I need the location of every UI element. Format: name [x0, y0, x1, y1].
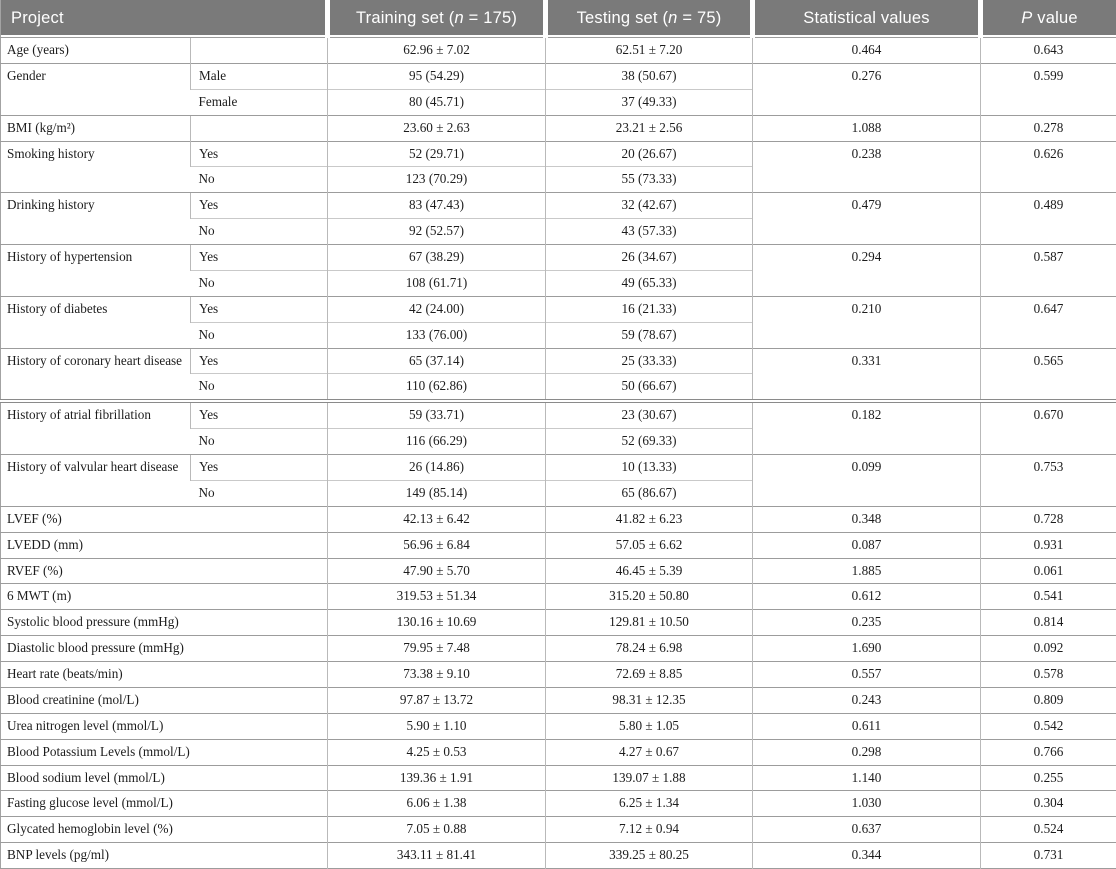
testing-value: 139.07 ± 1.88 — [546, 765, 753, 791]
stat-value: 0.238 — [753, 141, 981, 193]
training-value: 47.90 ± 5.70 — [328, 558, 546, 584]
row-label: Urea nitrogen level (mmol/L) — [1, 713, 328, 739]
row-label: History of diabetes — [1, 296, 191, 348]
row-sublabel: Yes — [191, 193, 328, 219]
training-value: 67 (38.29) — [328, 245, 546, 271]
row-label: Blood creatinine (mol/L) — [1, 687, 328, 713]
row-sublabel: Yes — [191, 141, 328, 167]
stat-value: 0.348 — [753, 506, 981, 532]
row-label: Glycated hemoglobin level (%) — [1, 817, 328, 843]
row-label: History of hypertension — [1, 245, 191, 297]
p-value: 0.670 — [981, 401, 1116, 454]
row-label: RVEF (%) — [1, 558, 328, 584]
training-value: 5.90 ± 1.10 — [328, 713, 546, 739]
table-row — [1, 141, 1116, 167]
row-sublabel: No — [191, 429, 328, 455]
training-value: 83 (47.43) — [328, 193, 546, 219]
table-row — [1, 506, 1116, 532]
training-value: 319.53 ± 51.34 — [328, 584, 546, 610]
p-value: 0.565 — [981, 348, 1116, 401]
row-label: BNP levels (pg/ml) — [1, 843, 328, 869]
header-cell-statistical-values: Statistical values — [753, 0, 981, 38]
table-row — [1, 713, 1116, 739]
table-row — [1, 584, 1116, 610]
p-value: 0.647 — [981, 296, 1116, 348]
testing-value: 72.69 ± 8.85 — [546, 662, 753, 688]
training-value: 343.11 ± 81.41 — [328, 843, 546, 869]
header-cell-project: Project — [1, 0, 328, 38]
header-pvalue-p: P — [1021, 9, 1032, 27]
p-value: 0.809 — [981, 687, 1116, 713]
testing-value: 43 (57.33) — [546, 219, 753, 245]
p-value: 0.304 — [981, 791, 1116, 817]
p-value: 0.814 — [981, 610, 1116, 636]
stat-value: 1.088 — [753, 115, 981, 141]
row-sublabel-empty — [191, 115, 328, 141]
row-label: Diastolic blood pressure (mmHg) — [1, 636, 328, 662]
testing-value: 52 (69.33) — [546, 429, 753, 455]
table-row — [1, 817, 1116, 843]
testing-value: 38 (50.67) — [546, 63, 753, 89]
table-row — [1, 38, 1116, 64]
training-value: 80 (45.71) — [328, 89, 546, 115]
testing-value: 23 (30.67) — [546, 401, 753, 428]
testing-value: 98.31 ± 12.35 — [546, 687, 753, 713]
p-value: 0.931 — [981, 532, 1116, 558]
row-sublabel: Yes — [191, 348, 328, 374]
p-value: 0.541 — [981, 584, 1116, 610]
table-body — [1, 38, 1116, 869]
testing-value: 6.25 ± 1.34 — [546, 791, 753, 817]
header-testing-n: n — [668, 9, 677, 27]
testing-value: 50 (66.67) — [546, 374, 753, 401]
testing-value: 129.81 ± 10.50 — [546, 610, 753, 636]
table-header — [1, 0, 1116, 38]
training-value: 42.13 ± 6.42 — [328, 506, 546, 532]
table-row — [1, 843, 1116, 869]
p-value: 0.255 — [981, 765, 1116, 791]
row-sublabel: No — [191, 374, 328, 401]
table-row — [1, 115, 1116, 141]
testing-value: 10 (13.33) — [546, 455, 753, 481]
row-sublabel: No — [191, 322, 328, 348]
testing-value: 315.20 ± 50.80 — [546, 584, 753, 610]
stat-value: 0.099 — [753, 455, 981, 507]
p-value: 0.766 — [981, 739, 1116, 765]
row-label: History of atrial fibrillation — [1, 401, 191, 454]
row-label: LVEDD (mm) — [1, 532, 328, 558]
row-label: Smoking history — [1, 141, 191, 193]
stat-value: 0.243 — [753, 687, 981, 713]
p-value: 0.278 — [981, 115, 1116, 141]
header-cell-training-set — [328, 0, 546, 38]
testing-value: 5.80 ± 1.05 — [546, 713, 753, 739]
header-training-n: n — [454, 9, 463, 27]
p-value: 0.626 — [981, 141, 1116, 193]
row-sublabel: No — [191, 480, 328, 506]
header-pvalue-rest: value — [1033, 9, 1078, 27]
testing-value: 55 (73.33) — [546, 167, 753, 193]
row-label: Drinking history — [1, 193, 191, 245]
row-label: Fasting glucose level (mmol/L) — [1, 791, 328, 817]
stat-value: 0.637 — [753, 817, 981, 843]
row-label: History of valvular heart disease — [1, 455, 191, 507]
header-cell-testing-set — [546, 0, 753, 38]
row-label: Heart rate (beats/min) — [1, 662, 328, 688]
training-value: 7.05 ± 0.88 — [328, 817, 546, 843]
testing-value: 41.82 ± 6.23 — [546, 506, 753, 532]
testing-value: 339.25 ± 80.25 — [546, 843, 753, 869]
stat-value: 1.690 — [753, 636, 981, 662]
header-cell-p-value — [981, 0, 1116, 38]
table-row — [1, 193, 1116, 219]
testing-value: 32 (42.67) — [546, 193, 753, 219]
training-value: 52 (29.71) — [328, 141, 546, 167]
testing-value: 49 (65.33) — [546, 270, 753, 296]
training-value: 42 (24.00) — [328, 296, 546, 322]
testing-value: 78.24 ± 6.98 — [546, 636, 753, 662]
row-sublabel: Yes — [191, 455, 328, 481]
p-value: 0.753 — [981, 455, 1116, 507]
testing-value: 20 (26.67) — [546, 141, 753, 167]
row-label: BMI (kg/m²) — [1, 115, 191, 141]
p-value: 0.542 — [981, 713, 1116, 739]
testing-value: 25 (33.33) — [546, 348, 753, 374]
training-value: 130.16 ± 10.69 — [328, 610, 546, 636]
stat-value: 0.557 — [753, 662, 981, 688]
row-label: Blood Potassium Levels (mmol/L) — [1, 739, 328, 765]
stat-value: 0.612 — [753, 584, 981, 610]
training-value: 4.25 ± 0.53 — [328, 739, 546, 765]
table-row — [1, 532, 1116, 558]
testing-value: 7.12 ± 0.94 — [546, 817, 753, 843]
p-value: 0.599 — [981, 63, 1116, 115]
stat-value: 0.182 — [753, 401, 981, 454]
row-sublabel: Female — [191, 89, 328, 115]
p-value: 0.092 — [981, 636, 1116, 662]
table-row — [1, 687, 1116, 713]
row-sublabel: Yes — [191, 245, 328, 271]
p-value: 0.587 — [981, 245, 1116, 297]
table-row — [1, 245, 1116, 271]
table-row — [1, 791, 1116, 817]
row-label: 6 MWT (m) — [1, 584, 328, 610]
table-row — [1, 765, 1116, 791]
table-row — [1, 348, 1116, 374]
row-label: Systolic blood pressure (mmHg) — [1, 610, 328, 636]
header-testing-post: = 75) — [678, 9, 722, 27]
row-label: LVEF (%) — [1, 506, 328, 532]
training-value: 108 (61.71) — [328, 270, 546, 296]
testing-value: 59 (78.67) — [546, 322, 753, 348]
training-value: 149 (85.14) — [328, 480, 546, 506]
table-row — [1, 558, 1116, 584]
training-value: 62.96 ± 7.02 — [328, 38, 546, 64]
training-value: 23.60 ± 2.63 — [328, 115, 546, 141]
training-value: 65 (37.14) — [328, 348, 546, 374]
stat-value: 0.294 — [753, 245, 981, 297]
stat-value: 0.331 — [753, 348, 981, 401]
row-sublabel: No — [191, 167, 328, 193]
p-value: 0.489 — [981, 193, 1116, 245]
testing-value: 26 (34.67) — [546, 245, 753, 271]
training-value: 123 (70.29) — [328, 167, 546, 193]
testing-value: 37 (49.33) — [546, 89, 753, 115]
stat-value: 0.235 — [753, 610, 981, 636]
row-sublabel: No — [191, 219, 328, 245]
p-value: 0.643 — [981, 38, 1116, 64]
stat-value: 0.210 — [753, 296, 981, 348]
header-testing-pre: Testing set ( — [577, 9, 669, 27]
training-value: 79.95 ± 7.48 — [328, 636, 546, 662]
header-training-post: = 175) — [464, 9, 517, 27]
stat-value: 1.885 — [753, 558, 981, 584]
row-sublabel: Yes — [191, 401, 328, 428]
row-label: Gender — [1, 63, 191, 115]
training-value: 56.96 ± 6.84 — [328, 532, 546, 558]
table-row — [1, 401, 1116, 428]
testing-value: 46.45 ± 5.39 — [546, 558, 753, 584]
stat-value: 0.276 — [753, 63, 981, 115]
table-row — [1, 636, 1116, 662]
training-value: 26 (14.86) — [328, 455, 546, 481]
stat-value: 1.140 — [753, 765, 981, 791]
training-value: 133 (76.00) — [328, 322, 546, 348]
header-row — [1, 0, 1116, 38]
table-row — [1, 610, 1116, 636]
row-label: Blood sodium level (mmol/L) — [1, 765, 328, 791]
testing-value: 4.27 ± 0.67 — [546, 739, 753, 765]
stat-value: 0.611 — [753, 713, 981, 739]
stat-value: 0.298 — [753, 739, 981, 765]
row-label: History of coronary heart disease — [1, 348, 191, 401]
testing-value: 23.21 ± 2.56 — [546, 115, 753, 141]
stat-value: 0.344 — [753, 843, 981, 869]
stat-value: 0.087 — [753, 532, 981, 558]
training-value: 95 (54.29) — [328, 63, 546, 89]
training-value: 116 (66.29) — [328, 429, 546, 455]
p-value: 0.578 — [981, 662, 1116, 688]
p-value: 0.061 — [981, 558, 1116, 584]
testing-value: 62.51 ± 7.20 — [546, 38, 753, 64]
stat-value: 1.030 — [753, 791, 981, 817]
testing-value: 16 (21.33) — [546, 296, 753, 322]
training-value: 73.38 ± 9.10 — [328, 662, 546, 688]
training-value: 139.36 ± 1.91 — [328, 765, 546, 791]
header-training-pre: Training set ( — [356, 9, 454, 27]
table-row — [1, 662, 1116, 688]
training-value: 92 (52.57) — [328, 219, 546, 245]
p-value: 0.728 — [981, 506, 1116, 532]
training-value: 97.87 ± 13.72 — [328, 687, 546, 713]
p-value: 0.731 — [981, 843, 1116, 869]
stat-value: 0.479 — [753, 193, 981, 245]
row-sublabel: Yes — [191, 296, 328, 322]
table-row — [1, 63, 1116, 89]
stat-value: 0.464 — [753, 38, 981, 64]
table-row — [1, 455, 1116, 481]
training-value: 6.06 ± 1.38 — [328, 791, 546, 817]
row-sublabel: Male — [191, 63, 328, 89]
table-row — [1, 739, 1116, 765]
table-row — [1, 296, 1116, 322]
row-label: Age (years) — [1, 38, 191, 64]
testing-value: 57.05 ± 6.62 — [546, 532, 753, 558]
training-value: 59 (33.71) — [328, 401, 546, 428]
row-sublabel: No — [191, 270, 328, 296]
training-value: 110 (62.86) — [328, 374, 546, 401]
row-sublabel-empty — [191, 38, 328, 64]
testing-value: 65 (86.67) — [546, 480, 753, 506]
p-value: 0.524 — [981, 817, 1116, 843]
